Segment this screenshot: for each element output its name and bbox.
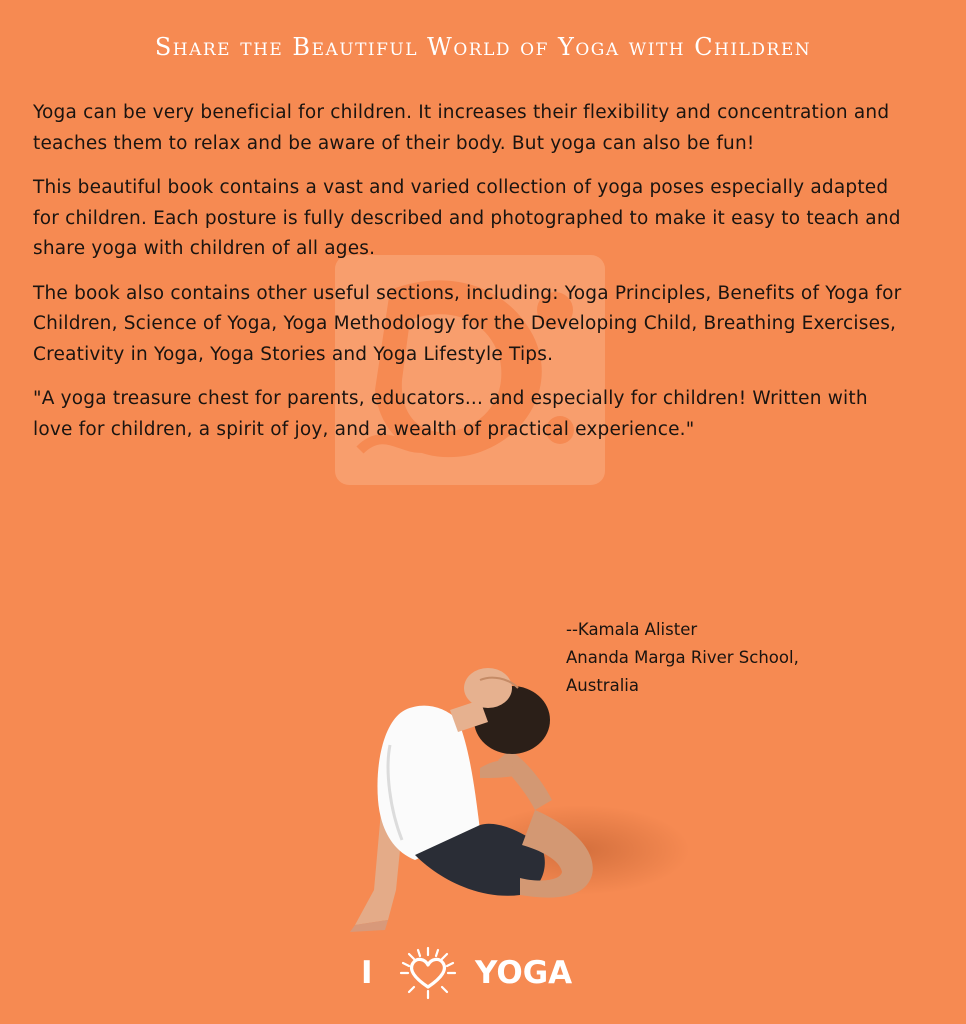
attribution-place: Australia	[566, 676, 639, 695]
attribution-name: --Kamala Alister	[566, 620, 698, 639]
logo-word-yoga: YOGA	[475, 955, 573, 991]
paragraph-intro: Yoga can be very beneficial for children. It increases their flexibility and concentration and teaches them to relax and be aware of their body. But yoga can also be fun!	[33, 102, 890, 154]
logo-letter-i: I	[361, 955, 373, 991]
i-love-yoga-logo	[355, 945, 585, 1001]
child-yoga-pose-photo	[330, 650, 690, 940]
testimonial-quote: "A yoga treasure chest for parents, educators... and especially for children! Written with love for children, a spirit of joy, and a wealth of practical experience."	[33, 388, 868, 440]
paragraph-book-contents: This beautiful book contains a vast and varied collection of yoga poses especially adapted for children. Each posture is fully described and photographed to make it easy to teach and share yoga with children of all ages.	[33, 177, 901, 259]
attribution-org: Ananda Marga River School,	[566, 648, 799, 667]
page-title: Share the Beautiful World of Yoga with Children	[154, 33, 812, 61]
description	[33, 98, 903, 459]
paragraph-sections: The book also contains other useful sections, including: Yoga Principles, Benefits of Yoga for Children, Science of Yoga, Yoga Methodology for the Developing Child, Breathing Exercises, Creativity in Yoga, Yoga Stories and Yoga Lifestyle Tips.	[33, 282, 902, 365]
heart-sun-icon	[393, 945, 463, 1001]
